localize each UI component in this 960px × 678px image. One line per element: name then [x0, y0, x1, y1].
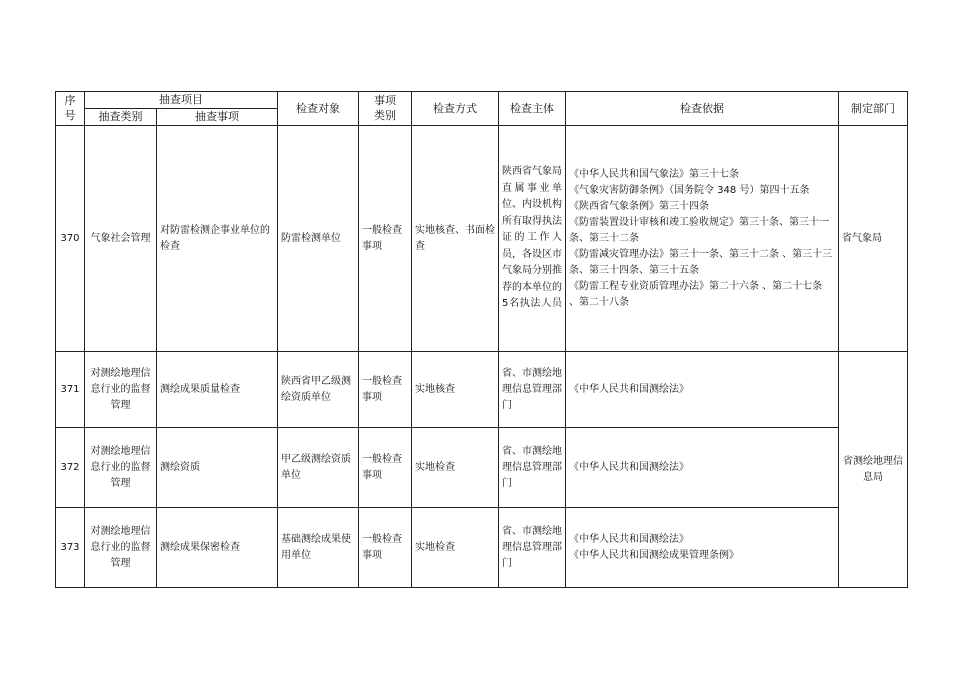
cell-target: 防雷检测单位	[278, 126, 359, 352]
header-item-type: 事项类别	[359, 92, 412, 126]
cell-matter: 测绘成果质量检查	[157, 352, 278, 428]
header-dept: 制定部门	[839, 92, 908, 126]
header-target: 检查对象	[278, 92, 359, 126]
cell-target: 陕西省甲乙级测绘资质单位	[278, 352, 359, 428]
cell-matter: 对防雷检测企事业单位的检查	[157, 126, 278, 352]
cell-subject: 省、市测绘地理信息管理部门	[499, 352, 566, 428]
header-method: 检查方式	[412, 92, 499, 126]
cell-method: 实地核查	[412, 352, 499, 428]
cell-item-type: 一般检查事项	[359, 352, 412, 428]
header-subject: 检查主体	[499, 92, 566, 126]
basis-line: 《中华人民共和国测绘法》	[569, 383, 689, 395]
cell-category: 对测绘地理信息行业的监督管理	[85, 428, 157, 508]
header-basis: 检查依据	[566, 92, 839, 126]
basis-line: 《中华人民共和国气象法》第三十七条	[569, 168, 739, 180]
cell-basis	[566, 126, 839, 352]
basis-line: 《中华人民共和国测绘法》	[569, 461, 689, 473]
cell-matter: 测绘成果保密检查	[157, 508, 278, 588]
cell-category: 气象社会管理	[85, 126, 157, 352]
basis-line: 《防雷工程专业资质管理办法》第二十六条 、第二十七条 、第二十八条	[569, 280, 823, 308]
cell-basis	[566, 428, 839, 508]
cell-seq: 370	[56, 126, 85, 352]
cell-dept: 省气象局	[839, 126, 908, 352]
cell-seq: 372	[56, 428, 85, 508]
basis-line: 《中华人民共和国测绘成果管理条例》	[569, 549, 739, 561]
cell-target: 基础测绘成果使用单位	[278, 508, 359, 588]
header-category: 抽查类别	[85, 109, 157, 126]
basis-line: 《陕西省气象条例》第三十四条	[569, 200, 709, 212]
cell-item-type: 一般检查事项	[359, 126, 412, 352]
cell-basis	[566, 352, 839, 428]
cell-method: 实地检查	[412, 508, 499, 588]
spot-check-table	[55, 91, 908, 588]
table-row	[56, 126, 908, 352]
cell-basis	[566, 508, 839, 588]
header-seq: 序号	[56, 92, 85, 126]
table-row	[56, 428, 908, 508]
cell-method: 实地检查	[412, 428, 499, 508]
cell-subject: 省、市测绘地理信息管理部门	[499, 508, 566, 588]
cell-dept-merged: 省测绘地理信息局	[839, 352, 908, 588]
table-row	[56, 508, 908, 588]
basis-line: 《防雷装置设计审核和竣工验收规定》第三十条、第三十一条、第三十二条	[569, 216, 829, 244]
header-spot-check-item: 抽查项目	[85, 92, 278, 109]
cell-category: 对测绘地理信息行业的监督管理	[85, 352, 157, 428]
cell-target: 甲乙级测绘资质单位	[278, 428, 359, 508]
cell-item-type: 一般检查事项	[359, 508, 412, 588]
header-matter: 抽查事项	[157, 109, 278, 126]
cell-subject: 省、市测绘地理信息管理部门	[499, 428, 566, 508]
cell-item-type: 一般检查事项	[359, 428, 412, 508]
table-row	[56, 352, 908, 428]
basis-line: 《气象灾害防御条例》（国务院令 348 号）第四十五条	[569, 184, 810, 196]
cell-seq: 373	[56, 508, 85, 588]
cell-method: 实地核查、书面检查	[412, 126, 499, 352]
basis-line: 《防雷减灾管理办法》第三十一条、第三十二条 、第三十三条、第三十四条、第三十五条	[569, 248, 833, 276]
cell-matter: 测绘资质	[157, 428, 278, 508]
cell-subject: 陕西省气象局直属事业单位、内设机构所有取得执法证的工作人员，各设区市气象局分别推荐的本单位的5名执法人员	[499, 126, 566, 352]
cell-seq: 371	[56, 352, 85, 428]
basis-line: 《中华人民共和国测绘法》	[569, 533, 689, 545]
cell-category: 对测绘地理信息行业的监督管理	[85, 508, 157, 588]
